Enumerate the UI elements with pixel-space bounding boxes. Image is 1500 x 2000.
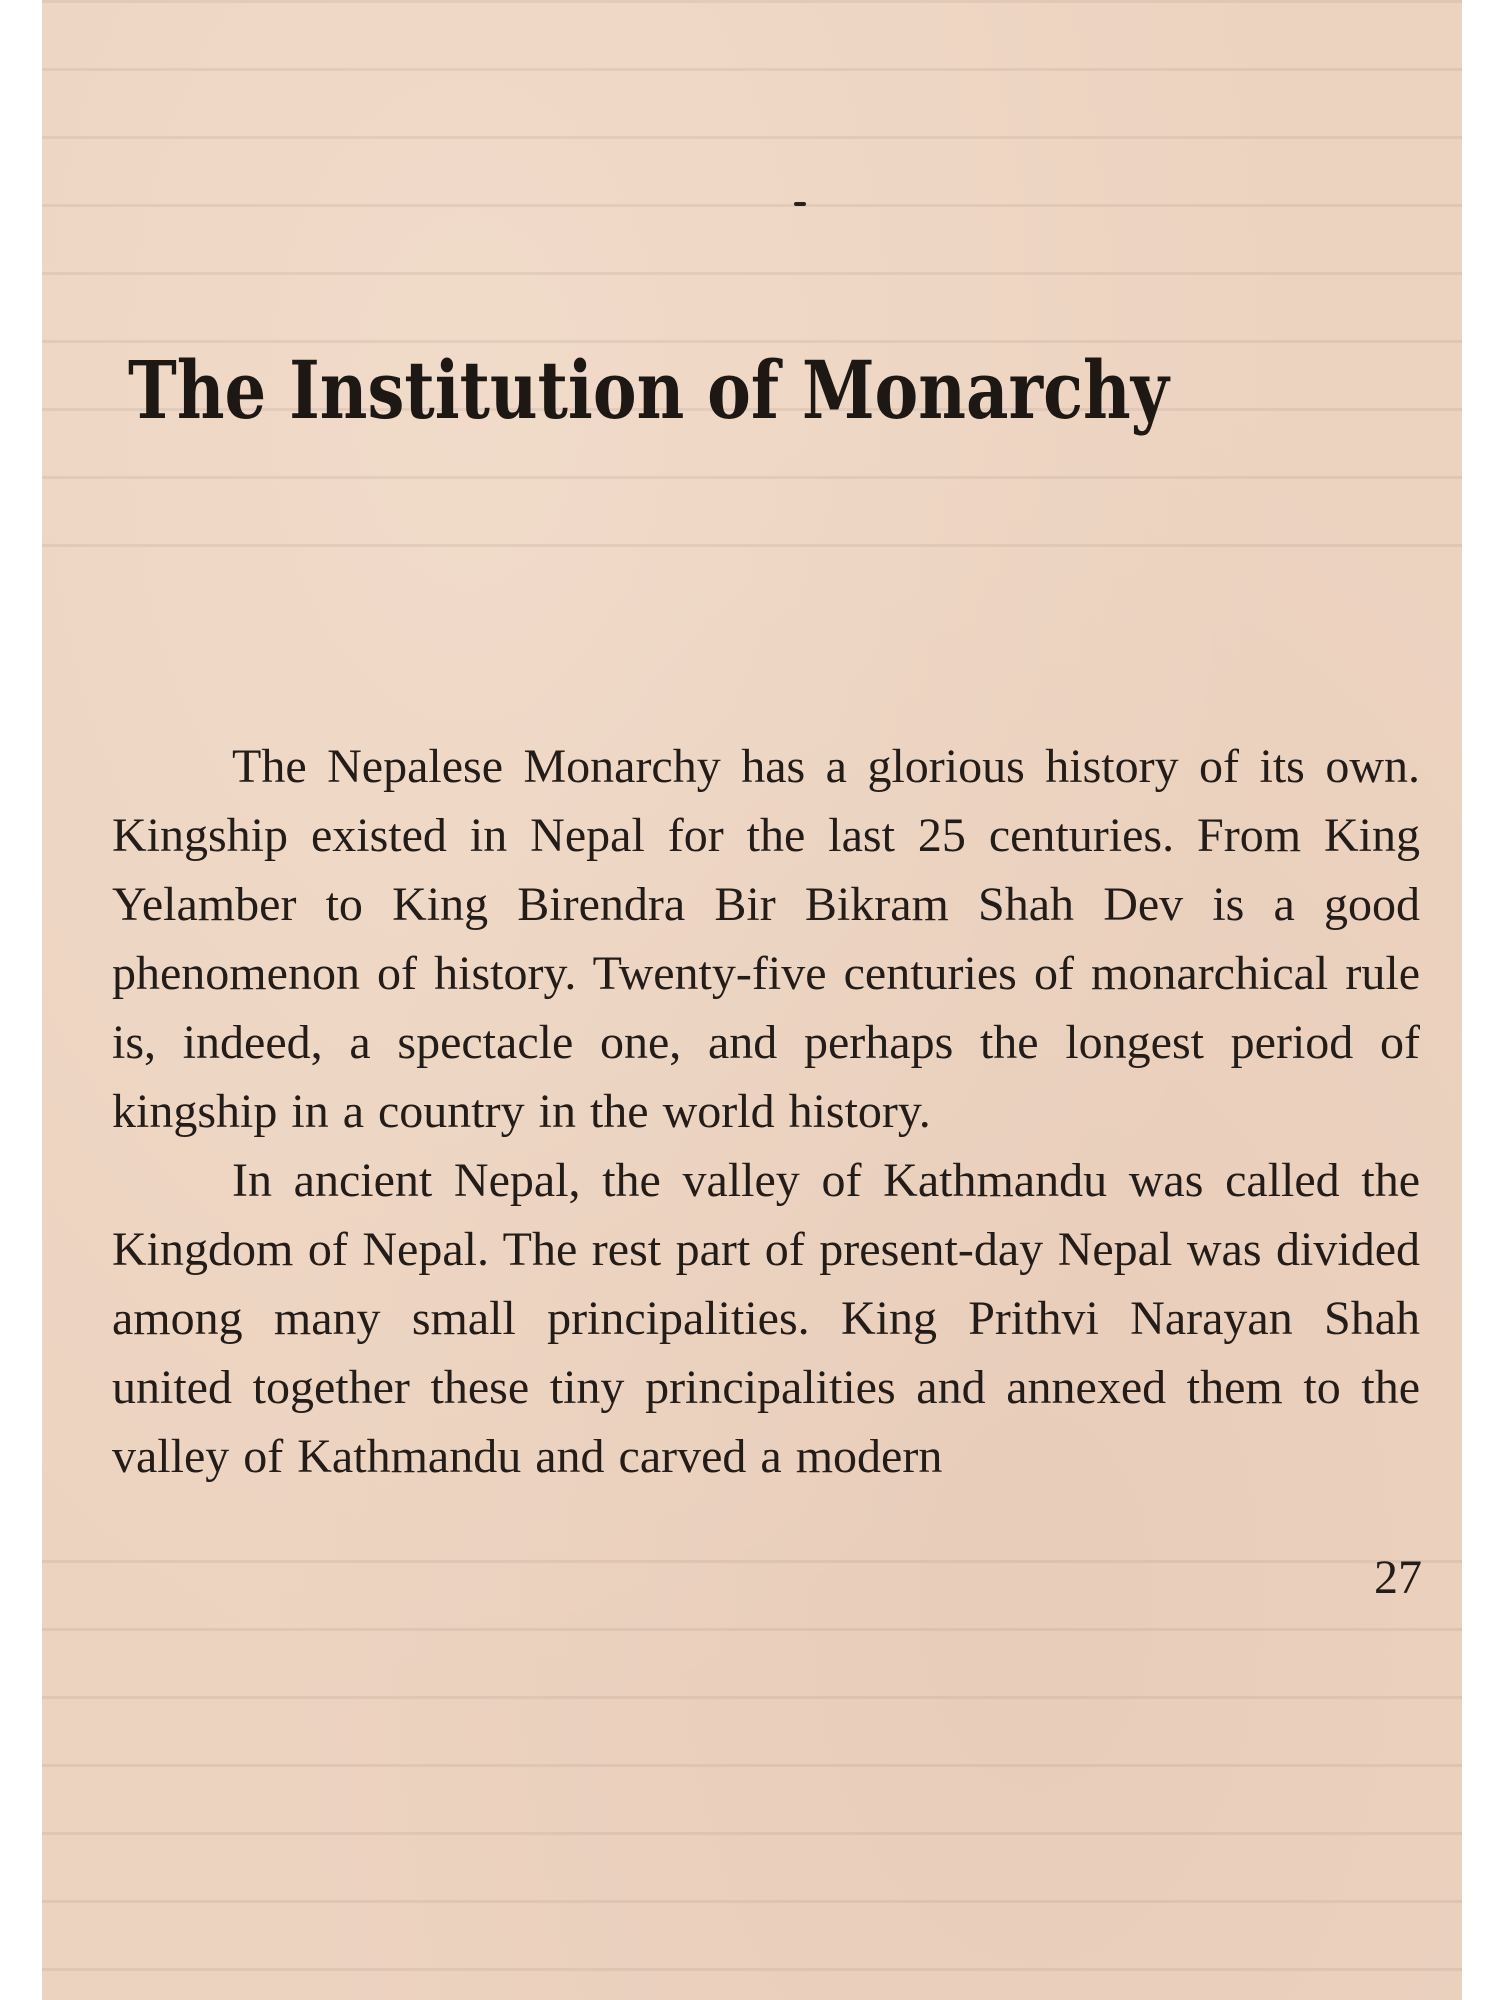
book-page xyxy=(42,0,1462,2000)
paragraph: The Nepalese Monarchy has a glorious history of its own. Kingship existed in Nepal for the last 25 centuries. From King Yelamber to King Birendra Bir Bikram Shah Dev is a good phenomenon of history. Twenty-five centuries of monarchical rule is, indeed, a spectacle one, and perhaps the longest period of kingship in a country in the world history. xyxy=(112,740,1420,1138)
chapter-title: The Institution of Monarchy xyxy=(128,343,1169,437)
show-through-text-bottom xyxy=(42,1560,1462,2000)
paragraph: In ancient Nepal, the valley of Kathmandu was called the Kingdom of Nepal. The rest part of present-day Nepal was divided among many small principalities. King Prithvi Narayan Shah united together these tiny principalities and annexed them to the valley of Kathmandu and carved a modern xyxy=(112,1154,1420,1483)
ink-speck xyxy=(794,202,806,206)
page-number: 27 xyxy=(1374,1551,1422,1604)
show-through-text-top xyxy=(42,0,1462,560)
body-text xyxy=(112,732,1420,1491)
